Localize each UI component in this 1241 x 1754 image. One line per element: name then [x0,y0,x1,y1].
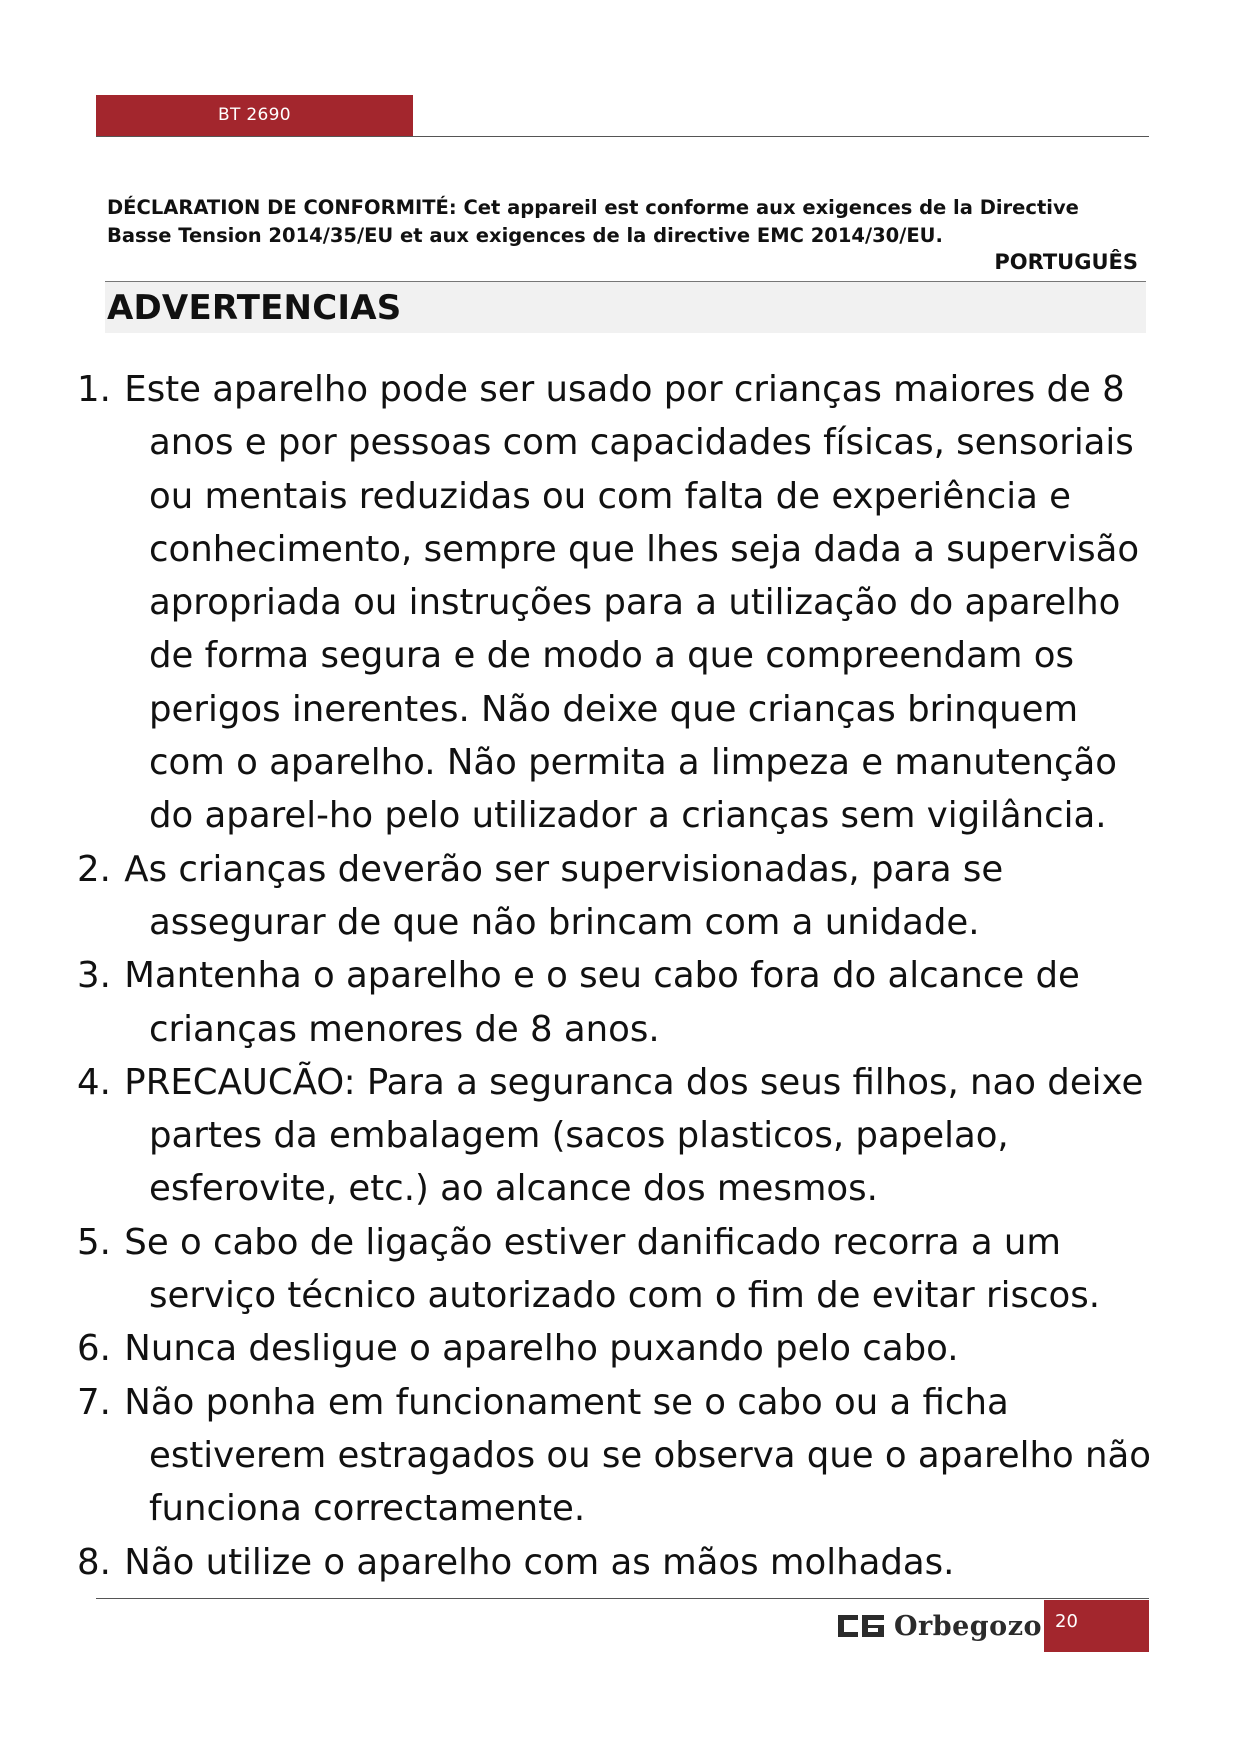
brand-mark-icon [838,1615,884,1637]
item-text: Não ponha em funcionament se o cabo ou a ficha estiverem estragados ou se observa que o aparelho não funciona correctamente. [124,1381,1151,1530]
list-item: 5. Se o cabo de ligação estiver danificado recorra a um serviço técnico autorizado com o fim de evitar riscos. [77,1221,1100,1317]
page-number-label: 20 [1055,1611,1078,1632]
item-text: PRECAUCÃO: Para a seguranca dos seus filhos, nao deixe partes da embalagem (sacos plasticos, papelao, esferovite, etc.) ao alcance dos mesmos. [124,1061,1144,1210]
item-text: Não utilize o aparelho com as mãos molhadas. [124,1541,955,1583]
list-item: 6. Nunca desligue o aparelho puxando pelo cabo. [77,1328,959,1370]
list-item: 7. Não ponha em funcionament se o cabo ou a ficha estiverem estragados ou se observa que o aparelho não funciona correctamente. [77,1381,1151,1530]
list-item: 8. Não utilize o aparelho com as mãos molhadas. [77,1541,955,1583]
item-text: As crianças deverão ser supervisionadas, para se assegurar de que não brincam com a unidade. [124,848,1004,943]
header-divider [96,136,1149,137]
section-title: ADVERTENCIAS [107,288,402,328]
warnings-list [77,363,1153,1589]
model-tab [96,95,413,136]
page-number [1044,1600,1149,1652]
brand-logo [838,1608,1042,1644]
list-item: 4. PRECAUCÃO: Para a seguranca dos seus filhos, nao deixe partes da embalagem (sacos plasticos, papelao, esferovite, etc.) ao alcance dos mesmos. [77,1061,1144,1210]
brand-name: Orbegozo [894,1610,1043,1642]
item-text: Se o cabo de ligação estiver danificado recorra a um serviço técnico autorizado com o fim de evitar riscos. [124,1221,1100,1317]
item-text: Mantenha o aparelho e o seu cabo fora do alcance de crianças menores de 8 anos. [124,955,1080,1050]
list-item: 2. As crianças deverão ser supervisionadas, para se assegurar de que não brincam com a unidade. [77,848,1004,943]
model-label: BT 2690 [218,105,291,125]
list-item: 1. Este aparelho pode ser usado por crianças maiores de 8 anos e por pessoas com capacidades físicas, sensoriais ou mentais reduzidas ou com falta de experiência e conhecimento, sempre que lhes seja dada a supervisão apropriada ou instruções para a utilização do aparelho de forma segura e de modo a que compreendam os perigos inerentes. Não deixe que crianças brinquem com o aparelho. Não permita a limpeza e manutenção do aparel-ho pelo utilizador a crianças sem vigilância. [77,369,1140,837]
language-label: PORTUGUÊS [994,250,1138,274]
footer-divider [96,1598,1149,1599]
declaration-of-conformity: DÉCLARATION DE CONFORMITÉ: Cet appareil est conforme aux exigences de la Directive Basse Tension 2014/35/EU et aux exigences de la directive EMC 2014/30/EU. [107,196,1079,247]
item-text: Nunca desligue o aparelho puxando pelo cabo. [124,1328,959,1370]
item-text: Este aparelho pode ser usado por crianças maiores de 8 anos e por pessoas com capacidades físicas, sensoriais ou mentais reduzidas ou com falta de experiência e conhecimento, sempre que lhes seja dada a supervisão apropriada ou instruções para a utilização do aparelho de forma segura e de modo a que compreendam os perigos inerentes. Não deixe que crianças brinquem com o aparelho. Não permita a limpeza e manutenção do aparel-ho pelo utilizador a crianças sem vigilância. [124,369,1140,837]
list-item: 3. Mantenha o aparelho e o seu cabo fora do alcance de crianças menores de 8 anos. [77,955,1080,1050]
